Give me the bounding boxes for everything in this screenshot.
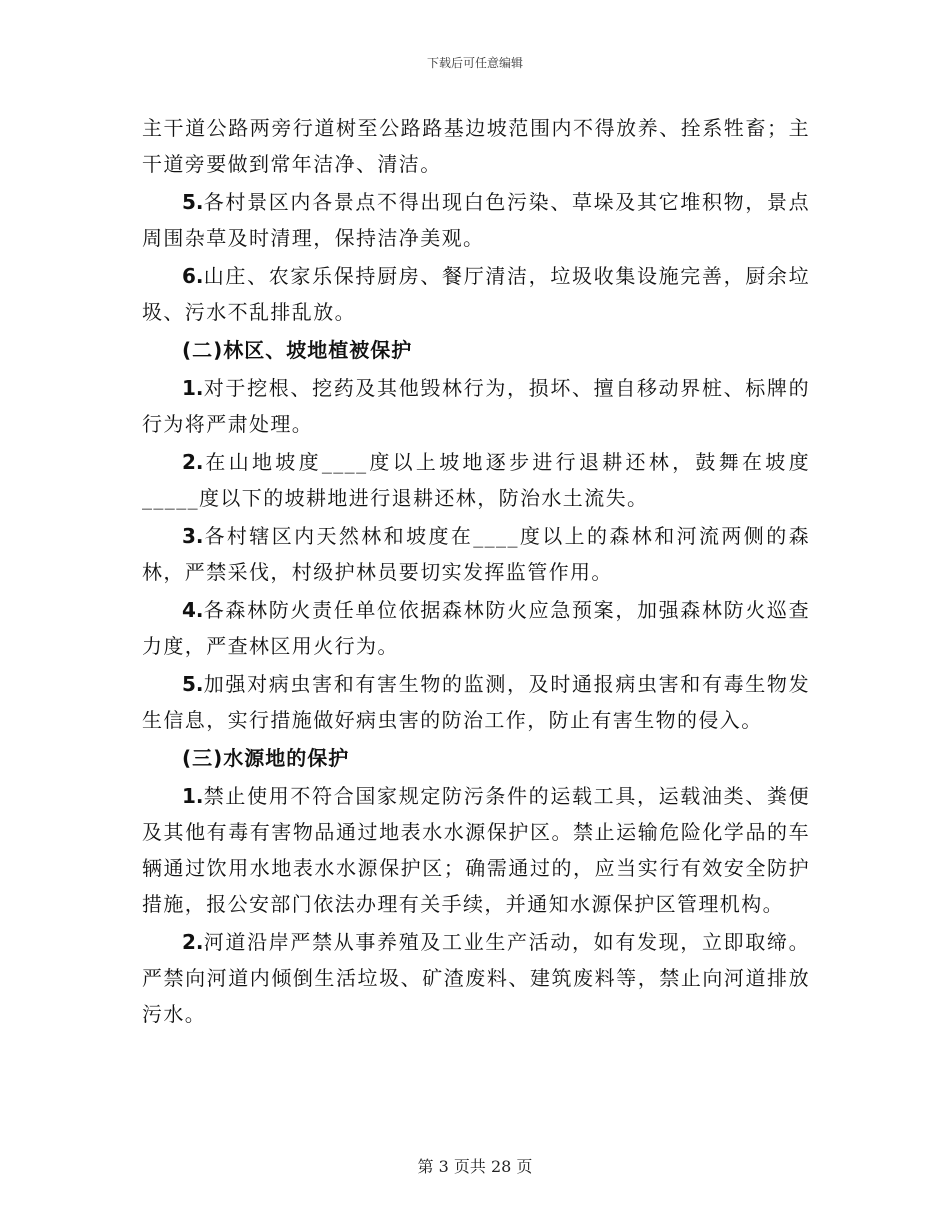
paragraph-forest-4 bbox=[142, 592, 810, 664]
paragraph-continuation: 主干道公路两旁行道树至公路路基边坡范围内不得放养、拴系牲畜；主干道旁要做到常年洁净、清洁。 bbox=[142, 116, 810, 176]
item-text: 对于挖根、挖药及其他毁林行为，损坏、擅自移动界桩、标牌的行为将严肃处理。 bbox=[142, 376, 810, 436]
section-heading-forest: (二)林区、坡地植被保护 bbox=[182, 338, 413, 362]
item-number: 2. bbox=[182, 450, 204, 474]
item-number: 1. bbox=[182, 784, 204, 808]
item-text: 各森林防火责任单位依据森林防火应急预案，加强森林防火巡查力度，严查林区用火行为。 bbox=[142, 598, 810, 658]
paragraph-water-1 bbox=[142, 778, 810, 922]
page-header-note: 下载后可任意编辑 bbox=[426, 56, 523, 70]
item-text: 加强对病虫害和有害生物的监测，及时通报病虫害和有毒生物发生信息，实行措施做好病虫害的防治工作，防止有害生物的侵入。 bbox=[142, 672, 810, 732]
item-number: 6. bbox=[182, 264, 204, 288]
section-heading-water: (三)水源地的保护 bbox=[182, 746, 350, 770]
paragraph-forest-1 bbox=[142, 370, 810, 442]
paragraph-forest-5 bbox=[142, 666, 810, 738]
item-number: 2. bbox=[182, 930, 204, 954]
item-number: 5. bbox=[182, 672, 204, 696]
item-number: 1. bbox=[182, 376, 204, 400]
item-text: 河道沿岸严禁从事养殖及工业生产活动，如有发现，立即取缔。严禁向河道内倾倒生活垃圾、矿渣废料、建筑废料等，禁止向河道排放污水。 bbox=[142, 930, 810, 1026]
item-number: 4. bbox=[182, 598, 204, 622]
item-text: 在山地坡度____度以上坡地逐步进行退耕还林，鼓舞在坡度_____度以下的坡耕地进行退耕还林，防治水土流失。 bbox=[142, 450, 810, 510]
document-body bbox=[142, 110, 810, 1034]
item-number: 5. bbox=[182, 190, 204, 214]
item-text: 禁止使用不符合国家规定防污条件的运载工具，运载油类、粪便及其他有毒有害物品通过地表水水源保护区。禁止运输危险化学品的车辆通过饮用水地表水水源保护区；确需通过的，应当实行有效安全防护措施，报公安部门依法办理有关手续，并通知水源保护区管理机构。 bbox=[142, 784, 810, 916]
paragraph-forest-3 bbox=[142, 518, 810, 590]
paragraph-item-6 bbox=[142, 258, 810, 330]
paragraph-forest-2 bbox=[142, 444, 810, 516]
item-text: 各村景区内各景点不得出现白色污染、草垛及其它堆积物，景点周围杂草及时清理，保持洁净美观。 bbox=[142, 190, 810, 250]
item-text: 山庄、农家乐保持厨房、餐厅清洁，垃圾收集设施完善，厨余垃圾、污水不乱排乱放。 bbox=[142, 264, 810, 324]
paragraph-water-2 bbox=[142, 924, 810, 1032]
paragraph-item-5 bbox=[142, 184, 810, 256]
item-number: 3. bbox=[182, 524, 204, 548]
item-text: 各村辖区内天然林和坡度在____度以上的森林和河流两侧的森林，严禁采伐，村级护林员要切实发挥监管作用。 bbox=[142, 524, 810, 584]
page-number-footer: 第 3 页共 28 页 bbox=[417, 1157, 533, 1176]
